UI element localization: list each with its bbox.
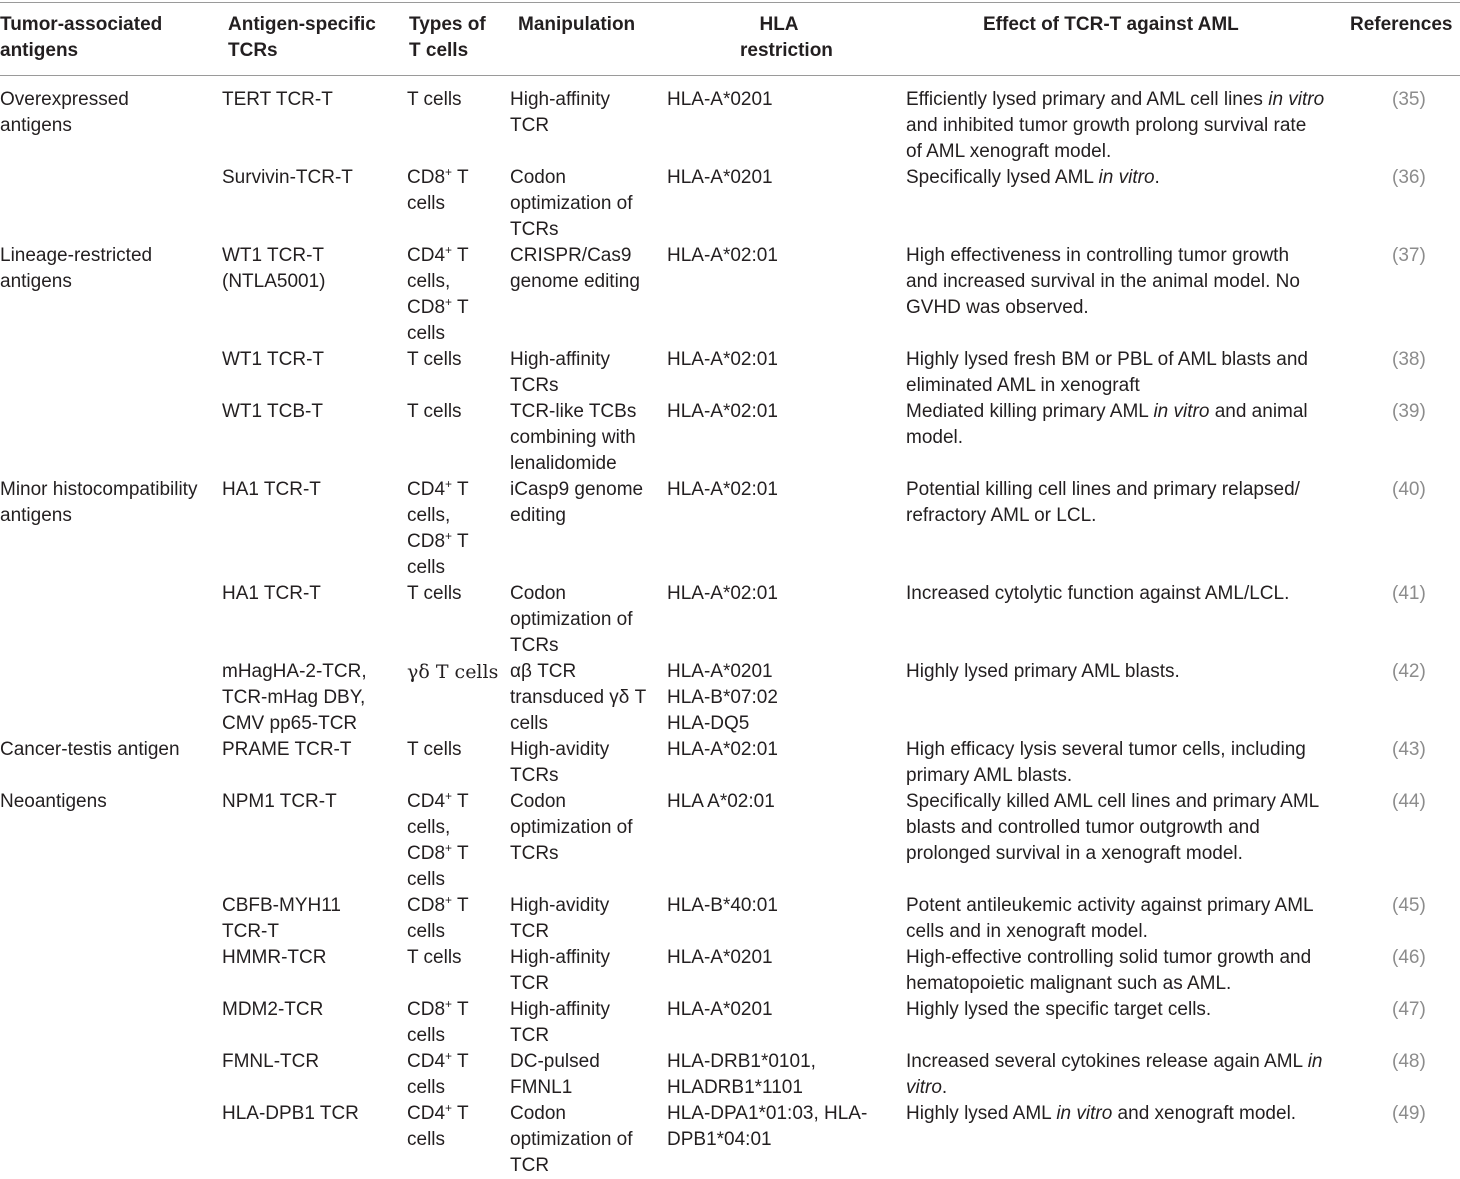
cell-t-cell-type: CD4+ T cells: [407, 1101, 469, 1150]
cell-effect: Increased several cytokines release again AML in vitro.: [906, 1051, 1323, 1098]
cell-t-cell-type: CD4+ T cells, CD8+ T cells: [407, 243, 469, 344]
cell-effect: Increased cytolytic function against AML/LCL.: [906, 583, 1290, 604]
cell-tcr: WT1 TCR-T (NTLA5001): [222, 245, 326, 292]
cell-reference-link[interactable]: (46): [1392, 947, 1426, 968]
cell-effect: Potential killing cell lines and primary relapsed/ refractory AML or LCL.: [906, 479, 1300, 526]
cell-t-cell-type: CD4+ T cells, CD8+ T cells: [407, 477, 469, 578]
cell-effect: Mediated killing primary AML in vitro and animal model.: [906, 401, 1308, 448]
header-bottom-rule: [0, 75, 1460, 76]
italic-text: in vitro: [1153, 401, 1210, 422]
cell-t-cell-type: CD8+ T cells: [407, 893, 469, 942]
cell-tcr: HLA-DPB1 TCR: [222, 1103, 359, 1124]
cell-manipulation: High-affinity TCR: [510, 999, 610, 1046]
header-references: References: [1350, 14, 1453, 35]
cell-manipulation: Codon optimization of TCRs: [510, 167, 633, 240]
cell-t-cell-type: CD4+ T cells: [407, 1049, 469, 1098]
cell-tcr: FMNL-TCR: [222, 1051, 320, 1072]
cell-t-cell-type: CD4+ T cells, CD8+ T cells: [407, 789, 469, 890]
cell-hla-restriction: HLA-DRB1*0101, HLADRB1*1101: [667, 1051, 816, 1098]
italic-text: in vitro: [1268, 89, 1325, 110]
cell-hla-restriction: HLA-A*02:01: [667, 401, 778, 422]
cell-hla-restriction: HLA-A*0201: [667, 947, 773, 968]
italic-text: in vitro: [906, 1051, 1323, 1098]
cell-effect: Highly lysed the specific target cells.: [906, 999, 1212, 1020]
header-hla-restriction: HLA restriction: [740, 14, 833, 61]
group-label: Minor histocompatibility antigens: [0, 479, 198, 526]
cell-t-cell-type: T cells: [407, 349, 462, 370]
superscript-plus: +: [445, 1101, 453, 1115]
cell-reference-link[interactable]: (48): [1392, 1051, 1426, 1072]
superscript-plus: +: [445, 789, 453, 803]
cell-tcr: HA1 TCR-T: [222, 583, 321, 604]
cell-t-cell-type: CD8+ T cells: [407, 997, 469, 1046]
cell-reference-link[interactable]: (40): [1392, 479, 1426, 500]
cell-tcr: HMMR-TCR: [222, 947, 327, 968]
italic-text: in vitro: [1056, 1103, 1113, 1124]
cell-hla-restriction: HLA A*02:01: [667, 791, 775, 812]
cell-t-cell-type: γδ T cells: [407, 661, 499, 683]
cell-reference-link[interactable]: (42): [1392, 661, 1426, 682]
cell-hla-restriction: HLA-B*40:01: [667, 895, 778, 916]
cell-reference-link[interactable]: (41): [1392, 583, 1426, 604]
cell-reference-link[interactable]: (37): [1392, 245, 1426, 266]
cell-hla-restriction: HLA-A*02:01: [667, 739, 778, 760]
cell-manipulation: Codon optimization of TCRs: [510, 583, 633, 656]
cell-tcr: CBFB-MYH11 TCR-T: [222, 895, 341, 942]
cell-effect: Highly lysed AML in vitro and xenograft model.: [906, 1103, 1297, 1124]
superscript-plus: +: [445, 893, 453, 907]
superscript-plus: +: [445, 841, 453, 855]
superscript-plus: +: [445, 1049, 453, 1063]
cell-hla-restriction: HLA-A*02:01: [667, 479, 778, 500]
cell-tcr: mHagHA-2-TCR, TCR-mHag DBY, CMV pp65-TCR: [222, 661, 367, 734]
header-manipulation: Manipulation: [518, 14, 636, 35]
cell-hla-restriction: HLA-DPA1*01:03, HLA- DPB1*04:01: [667, 1103, 868, 1150]
group-label: Cancer-testis antigen: [0, 739, 180, 760]
header-types-of-t-cells: Types of T cells: [409, 14, 486, 61]
cell-effect: Specifically killed AML cell lines and primary AML blasts and controlled tumor outgrowth and prolonged survival in a xenograft model.: [906, 791, 1320, 864]
table-top-rule: [0, 2, 1460, 3]
group-label: Neoantigens: [0, 791, 107, 812]
cell-manipulation: DC-pulsed FMNL1: [510, 1051, 600, 1098]
cell-t-cell-type: T cells: [407, 401, 462, 422]
cell-effect: Efficiently lysed primary and AML cell lines in vitro and inhibited tumor growth prolong survival rate of AML xenograft model.: [906, 89, 1325, 162]
cell-manipulation: High-affinity TCR: [510, 947, 610, 994]
cell-reference-link[interactable]: (38): [1392, 349, 1426, 370]
cell-tcr: PRAME TCR-T: [222, 739, 352, 760]
header-antigen-specific-tcrs: Antigen-specific TCRs: [228, 14, 376, 61]
cell-tcr: TERT TCR-T: [222, 89, 333, 110]
cell-reference-link[interactable]: (35): [1392, 89, 1426, 110]
header-effect: Effect of TCR-T against AML: [983, 14, 1239, 35]
cell-tcr: MDM2-TCR: [222, 999, 324, 1020]
cell-reference-link[interactable]: (36): [1392, 167, 1426, 188]
cell-effect: High-effective controlling solid tumor growth and hematopoietic malignant such as AML.: [906, 947, 1312, 994]
cell-manipulation: High-avidity TCR: [510, 895, 610, 942]
cell-t-cell-type: T cells: [407, 947, 462, 968]
superscript-plus: +: [445, 243, 453, 257]
cell-effect: High effectiveness in controlling tumor growth and increased survival in the animal model. No GVHD was observed.: [906, 245, 1300, 318]
cell-effect: Potent antileukemic activity against primary AML cells and in xenograft model.: [906, 895, 1314, 942]
cell-manipulation: TCR-like TCBs combining with lenalidomide: [510, 401, 637, 474]
cell-effect: Highly lysed primary AML blasts.: [906, 661, 1180, 682]
cell-t-cell-type: T cells: [407, 89, 462, 110]
cell-hla-restriction: HLA-A*02:01: [667, 349, 778, 370]
cell-effect: Highly lysed fresh BM or PBL of AML blasts and eliminated AML in xenograft: [906, 349, 1308, 396]
cell-manipulation: Codon optimization of TCRs: [510, 791, 633, 864]
superscript-plus: +: [445, 529, 453, 543]
cell-manipulation: High-affinity TCR: [510, 89, 610, 136]
cell-tcr: WT1 TCB-T: [222, 401, 323, 422]
superscript-plus: +: [445, 477, 453, 491]
cell-hla-restriction: HLA-A*0201: [667, 89, 773, 110]
cell-manipulation: CRISPR/Cas9 genome editing: [510, 245, 640, 292]
cell-tcr: HA1 TCR-T: [222, 479, 321, 500]
cell-reference-link[interactable]: (49): [1392, 1103, 1426, 1124]
cell-t-cell-type: T cells: [407, 583, 462, 604]
superscript-plus: +: [445, 295, 453, 309]
superscript-plus: +: [445, 997, 453, 1011]
cell-manipulation: αβ TCR transduced γδ T cells: [510, 661, 647, 734]
cell-t-cell-type: CD8+ T cells: [407, 165, 469, 214]
cell-tcr: Survivin-TCR-T: [222, 167, 353, 188]
cell-reference-link[interactable]: (43): [1392, 739, 1426, 760]
group-label: Lineage-restricted antigens: [0, 245, 153, 292]
header-tumor-associated-antigens: Tumor-associated antigens: [0, 14, 163, 61]
superscript-plus: +: [445, 165, 453, 179]
cell-tcr: NPM1 TCR-T: [222, 791, 337, 812]
cell-hla-restriction: HLA-A*0201 HLA-B*07:02 HLA-DQ5: [667, 661, 778, 734]
cell-tcr: WT1 TCR-T: [222, 349, 325, 370]
cell-manipulation: Codon optimization of TCR: [510, 1103, 633, 1176]
group-label: Overexpressed antigens: [0, 89, 129, 136]
cell-effect: Specifically lysed AML in vitro.: [906, 167, 1160, 188]
cell-hla-restriction: HLA-A*02:01: [667, 245, 778, 266]
cell-reference-link[interactable]: (45): [1392, 895, 1426, 916]
cell-hla-restriction: HLA-A*02:01: [667, 583, 778, 604]
cell-hla-restriction: HLA-A*0201: [667, 167, 773, 188]
cell-manipulation: High-avidity TCRs: [510, 739, 610, 786]
cell-manipulation: iCasp9 genome editing: [510, 479, 644, 526]
cell-t-cell-type: T cells: [407, 739, 462, 760]
cell-reference-link[interactable]: (47): [1392, 999, 1426, 1020]
cell-effect: High efficacy lysis several tumor cells, including primary AML blasts.: [906, 739, 1306, 786]
cell-hla-restriction: HLA-A*0201: [667, 999, 773, 1020]
italic-text: in vitro: [1098, 167, 1155, 188]
cell-reference-link[interactable]: (44): [1392, 791, 1426, 812]
cell-manipulation: High-affinity TCRs: [510, 349, 610, 396]
cell-reference-link[interactable]: (39): [1392, 401, 1426, 422]
